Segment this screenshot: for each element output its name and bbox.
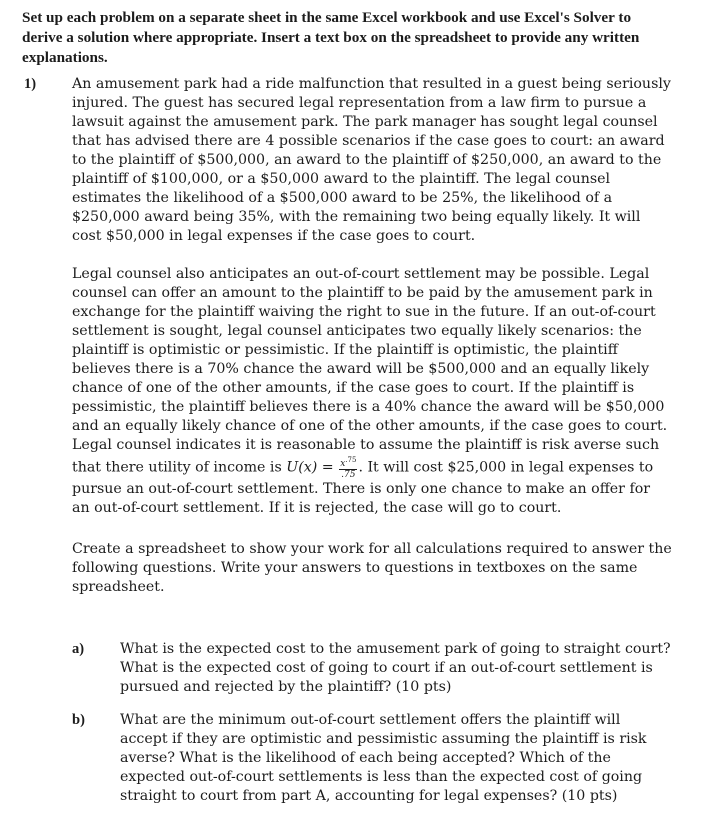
utility-variable: x [340, 459, 346, 469]
settlement-text-after: . It will cost $25,000 in legal expenses to pursue an out-of-court settlement. There is only one chance to make an offer for an out-of-court settlement. If it is rejected, the case will go to court. [72, 459, 654, 516]
settlement-paragraph [72, 265, 672, 518]
utility-exponent: .75 [345, 456, 357, 464]
utility-fraction [339, 455, 357, 480]
instructions-header: Set up each problem on a separate sheet in the same Excel workbook and use Excel's Solver to derive a solution where appropriate. Insert a text box on the spreadsheet to provide any written explanations. [22, 9, 640, 66]
question-a-label: a) [72, 641, 85, 657]
utility-numerator [339, 455, 357, 470]
spreadsheet-instructions: Create a spreadsheet to show your work for all calculations required to answer the following questions. Write your answers to questions in textboxes on the same spreadsheet. [72, 541, 672, 595]
question-b-label: b) [72, 712, 85, 728]
utility-denominator: .75 [341, 470, 356, 480]
problem-number: 1) [24, 76, 37, 92]
scenario-paragraph: An amusement park had a ride malfunction that resulted in a guest being seriously injured. The guest has secured legal representation from a law firm to pursue a lawsuit against the amusement park. The park manager has sought legal counsel that has advised there are 4 possible scenarios if the case goes to court: an award to the plaintiff of $500,000, an award to the plaintiff of $250,000, an award to the plaintiff of $100,000, or a $50,000 award to the plaintiff. The legal counsel estimates the likelihood of a $500,000 award to be 25%, the likelihood of a $250,000 award being 35%, with the remaining two being equally likely. It will cost $50,000 in legal expenses if the case goes to court. [72, 76, 671, 244]
question-b-text: What are the minimum out-of-court settlement offers the plaintiff will accept if they are optimistic and pessimistic assuming the plaintiff is risk averse? What is the likelihood of each being accepted? Which of the expected out-of-court settlements is less than the expected cost of going straight to court from part A, accounting for legal expenses? (10 pts) [120, 712, 647, 804]
question-a-text: What is the expected cost to the amusement park of going to straight court? What is the expected cost of going to court if an out-of-court settlement is pursued and rejected by the plaintiff? (10 pts) [120, 641, 671, 695]
settlement-text-before: Legal counsel also anticipates an out-of-court settlement may be possible. Legal counsel can offer an amount to the plaintiff to be paid by the amusement park in exchange for the plaintiff waiving the right to sue in the future. If an out-of-court settlement is sought, legal counsel anticipates two equally likely scenarios: the plaintiff is optimistic or pessimistic. If the plaintiff is optimistic, the plaintiff believes there is a 70% chance the award will be $500,000 and an equally likely chance of one of the other amounts, if the case goes to court. If the plaintiff is pessimistic, the plaintiff believes there is a 40% chance the award will be $50,000 and an equally likely chance of one of the other amounts, if the case goes to court. Legal counsel indicates it is reasonable to assume the plaintiff is risk averse such that there utility of income is [72, 266, 668, 476]
utility-function-lhs: U(x) = [286, 459, 334, 476]
